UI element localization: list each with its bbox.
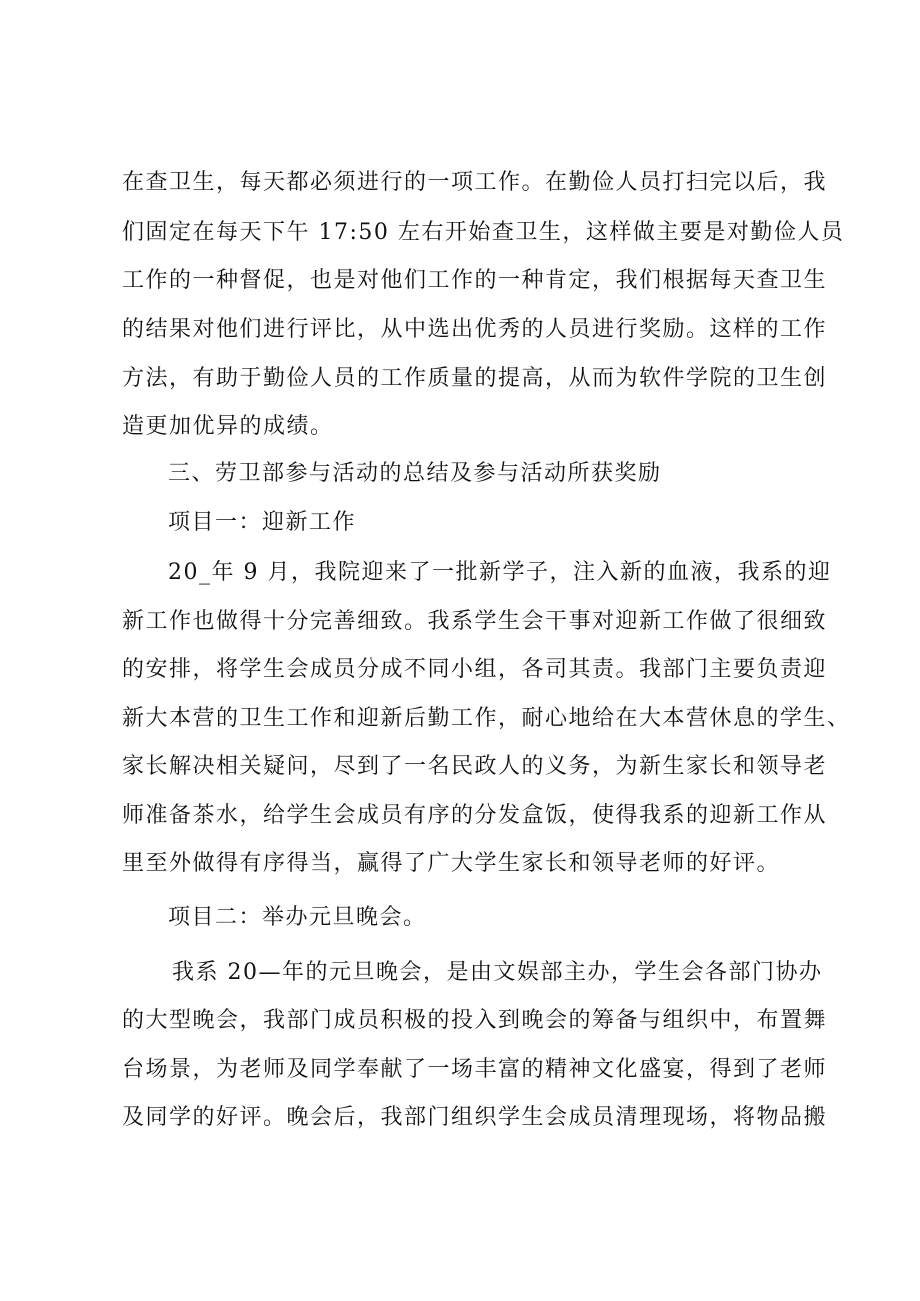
body-line: 台场景，为老师及同学奉献了一场丰富的精神文化盛宴，得到了老师	[122, 1057, 828, 1082]
body-line: 们固定在每天下午 17:50 左右开始查卫生，这样做主要是对勤俭人员	[122, 220, 845, 245]
paragraph-first-line: 我系 20—年的元旦晚会，是由文娱部主办，学生会各部门协办	[172, 960, 823, 985]
body-line: 家长解决相关疑问，尽到了一名民政人的义务，为新生家长和领导老	[122, 754, 828, 779]
body-line: 的大型晚会，我部门成员积极的投入到晚会的筹备与组织中，布置舞	[122, 1008, 828, 1033]
body-line: 方法，有助于勤俭人员的工作质量的提高，从而为软件学院的卫生创	[122, 366, 828, 391]
subsection-heading: 项目一：迎新工作	[168, 510, 357, 535]
body-line: 造更加优异的成绩。	[122, 414, 334, 439]
body-line: 的安排，将学生会成员分成不同小组，各司其责。我部门主要负责迎	[122, 657, 828, 682]
section-heading: 三、劳卫部参与活动的总结及参与活动所获奖励	[168, 461, 662, 486]
body-line: 在查卫生，每天都必须进行的一项工作。在勤俭人员打扫完以后，我	[122, 170, 828, 195]
body-line: 新大本营的卫生工作和迎新后勤工作，耐心地给在大本营休息的学生、	[122, 706, 851, 731]
body-line: 师准备茶水，给学生会成员有序的分发盒饭，使得我系的迎新工作从	[122, 803, 828, 828]
body-line: 里至外做得有序得当，赢得了广大学生家长和领导老师的好评。	[122, 851, 781, 876]
body-line: 工作的一种督促，也是对他们工作的一种肯定，我们根据每天查卫生	[122, 268, 828, 293]
subsection-heading: 项目二：举办元旦晚会。	[168, 905, 427, 930]
body-line: 及同学的好评。晚会后，我部门组织学生会成员清理现场，将物品搬	[122, 1105, 828, 1130]
body-line: 的结果对他们进行评比，从中选出优秀的人员进行奖励。这样的工作	[122, 317, 828, 342]
paragraph-first-line: 20_年 9 月，我院迎来了一批新学子，注入新的血液，我系的迎	[168, 560, 832, 585]
body-line: 新工作也做得十分完善细致。我系学生会干事对迎新工作做了很细致	[122, 609, 828, 634]
